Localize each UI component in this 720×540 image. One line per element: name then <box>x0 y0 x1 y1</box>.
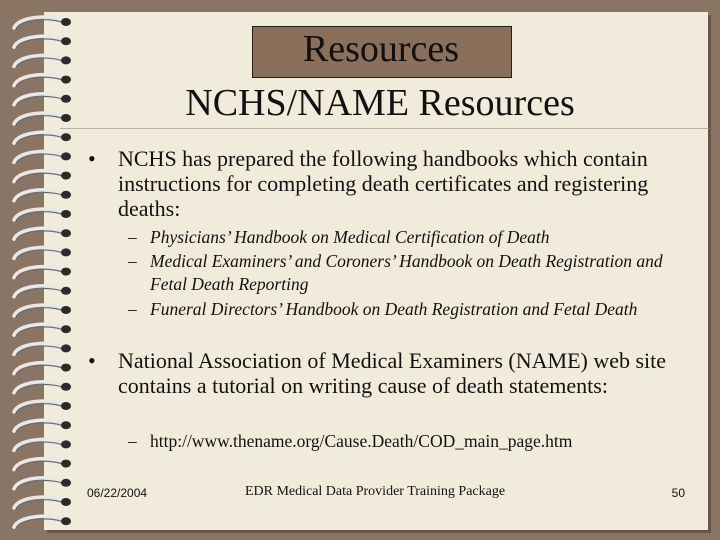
binding-ring <box>14 247 66 258</box>
binding-ring <box>14 228 66 239</box>
binding-hole <box>61 248 71 256</box>
bullet-name-website <box>88 348 678 398</box>
page-number: 50 <box>671 486 685 500</box>
binding-hole <box>61 517 71 525</box>
sub-marker: – <box>128 227 137 247</box>
binding-hole <box>61 402 71 410</box>
footer-date: 06/22/2004 <box>87 486 148 500</box>
bullet-marker: • <box>88 348 96 373</box>
sub-marker: – <box>128 431 137 451</box>
bullet-marker: • <box>88 146 96 171</box>
binding-ring <box>14 516 66 527</box>
binding-ring <box>14 478 66 489</box>
bullet-text: NCHS has prepared the following handbooks which contain instructions for completing death certificates and registering deaths: <box>118 146 649 221</box>
binding-ring <box>14 75 66 86</box>
sub-item-examiners-handbook <box>128 250 668 296</box>
binding-ring <box>14 132 66 143</box>
sub-text: Funeral Directors’ Handbook on Death Registration and Fetal Death <box>150 299 638 319</box>
binding-ring <box>14 113 66 124</box>
binding-ring <box>14 190 66 201</box>
binding-ring <box>14 171 66 182</box>
binding-hole <box>61 325 71 333</box>
binding-ring <box>14 459 66 470</box>
binding-ring <box>14 497 66 508</box>
binding-ring <box>14 324 66 335</box>
binding-hole <box>61 344 71 352</box>
footer-title: EDR Medical Data Provider Training Package <box>244 484 506 499</box>
slide-title-box-text: Resources <box>302 28 460 70</box>
sub-item-physicians-handbook <box>128 226 668 249</box>
binding-ring <box>14 420 66 431</box>
binding-hole <box>61 306 71 314</box>
binding-hole <box>61 210 71 218</box>
binding-ring <box>14 305 66 316</box>
binding-hole <box>61 364 71 372</box>
binding-hole <box>61 18 71 26</box>
binding-hole <box>61 229 71 237</box>
binding-hole <box>61 440 71 448</box>
sub-text: Medical Examiners’ and Coroners’ Handbook on Death Registration and Fetal Death Reporting <box>150 251 663 294</box>
binding-hole <box>61 152 71 160</box>
binding-ring <box>14 267 66 278</box>
sub-item-name-url <box>128 430 668 453</box>
sub-text: Physicians’ Handbook on Medical Certification of Death <box>150 227 550 247</box>
sub-item-funeral-handbook <box>128 298 668 321</box>
binding-ring <box>14 209 66 220</box>
binding-hole <box>61 498 71 506</box>
binding-hole <box>61 191 71 199</box>
binding-hole <box>61 268 71 276</box>
binding-hole <box>61 37 71 45</box>
binding-ring <box>14 17 66 28</box>
binding-ring <box>14 36 66 47</box>
binding-ring <box>14 94 66 105</box>
binding-hole <box>61 114 71 122</box>
slide-title: NCHS/NAME Resources <box>185 82 575 124</box>
binding-ring <box>14 55 66 66</box>
binding-hole <box>61 460 71 468</box>
binding-ring <box>14 439 66 450</box>
binding-hole <box>61 421 71 429</box>
binding-hole <box>61 95 71 103</box>
binding-hole <box>61 56 71 64</box>
binding-hole <box>61 76 71 84</box>
binding-hole <box>61 287 71 295</box>
binding-ring <box>14 401 66 412</box>
binding-ring <box>14 286 66 297</box>
binding-hole <box>61 479 71 487</box>
binding-hole <box>61 383 71 391</box>
binding-ring <box>14 343 66 354</box>
sub-marker: – <box>128 299 137 319</box>
binding-ring <box>14 363 66 374</box>
binding-hole <box>61 172 71 180</box>
sub-marker: – <box>128 251 137 271</box>
bullet-text: National Association of Medical Examiners (NAME) web site contains a tutorial on writing cause of death statements: <box>118 348 667 398</box>
spiral-binding-icon <box>0 0 90 540</box>
bullet-handbooks <box>88 146 678 221</box>
title-divider <box>60 128 710 129</box>
binding-ring <box>14 151 66 162</box>
binding-ring <box>14 382 66 393</box>
binding-hole <box>61 133 71 141</box>
name-url-link[interactable]: http://www.thename.org/Cause.Death/COD_main_page.htm <box>150 431 573 451</box>
